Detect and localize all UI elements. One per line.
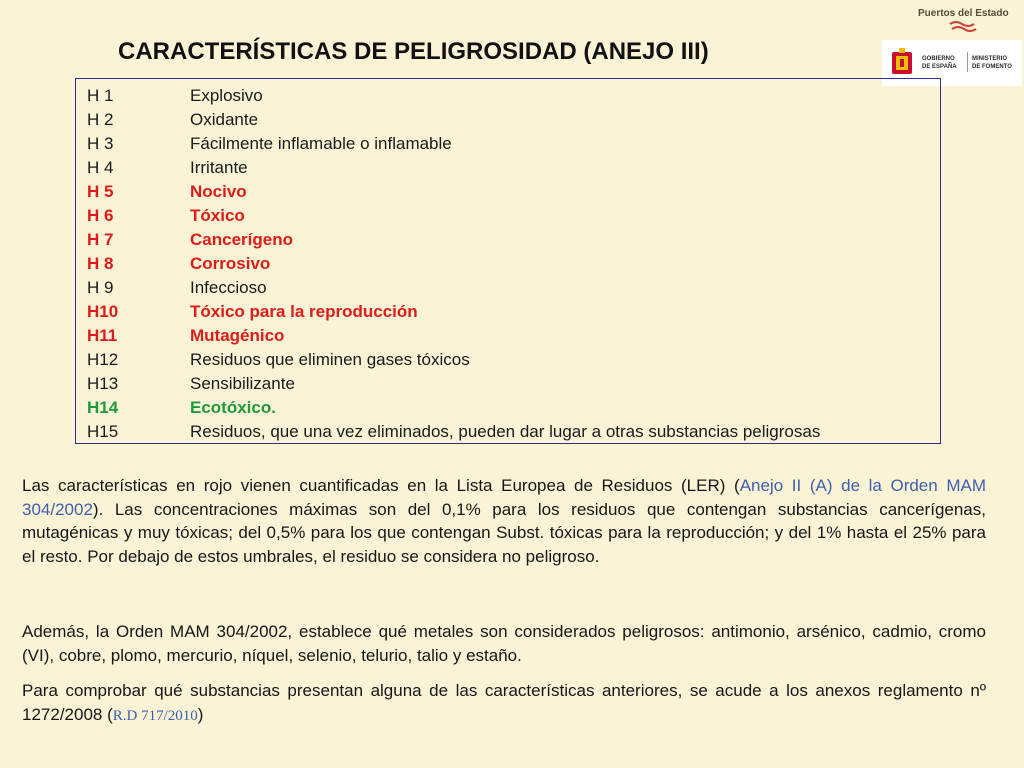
hazard-code: H 9 (87, 278, 114, 297)
hazard-desc: Corrosivo (190, 254, 271, 273)
paragraph-annex (22, 679, 986, 728)
spain-coat-of-arms-icon (890, 48, 914, 78)
hazard-desc: Residuos que eliminen gases tóxicos (190, 350, 470, 369)
hazard-code: H13 (87, 374, 119, 393)
hazard-desc: Sensibilizante (190, 374, 295, 393)
hazard-desc: Residuos, que una vez eliminados, pueden dar lugar a otras substancias peligrosas (190, 422, 821, 441)
p3-text: Para comprobar qué substancias presentan alguna de las características anteriores, se acude a los anexos reglamento nº 1272/2008 ( (22, 681, 986, 724)
hazard-code: H 8 (87, 254, 114, 273)
hazard-desc: Mutagénico (190, 326, 285, 345)
puertos-del-estado-logo (908, 6, 1018, 34)
hazard-desc: Irritante (190, 158, 248, 177)
p3-text-after: ) (197, 704, 204, 724)
p1-text-after: ). Las concentraciones máximas son del 0,1% para los residuos que contengan substancias cancerígenas, mutagénicas y muy tóxicas; del 0,5% para los que contengan Subst. tóxicas para la reproducción; y del 1% hasta el 25% para el resto. Por debajo de estos umbrales, el residuo se considera no peligroso. (22, 499, 986, 566)
hazard-code: H 6 (87, 206, 114, 225)
hazard-code: H11 (87, 326, 118, 345)
hazard-desc: Oxidante (190, 110, 259, 129)
ministry-line2: DE FOMENTO (972, 64, 1012, 70)
hazard-desc: Explosivo (190, 86, 263, 105)
hazard-desc: Fácilmente inflamable o inflamable (190, 134, 452, 153)
hazard-desc: Cancerígeno (190, 230, 293, 249)
hazard-code: H 5 (87, 182, 114, 201)
rd-link[interactable]: R.D 717/2010 (112, 707, 198, 724)
hazard-desc: Tóxico para la reproducción (190, 302, 418, 321)
gov-line2: DE ESPAÑA (922, 64, 957, 70)
hazard-desc: Ecotóxico. (190, 398, 276, 417)
hazard-code: H14 (87, 398, 119, 417)
hazard-code: H 7 (87, 230, 114, 249)
ministerio-label (972, 55, 1012, 71)
hazard-code: H 1 (87, 86, 114, 105)
page-title: CARACTERÍSTICAS DE PELIGROSIDAD (ANEJO III) (118, 38, 709, 65)
gov-line1: GOBIERNO (922, 56, 955, 62)
divider (967, 52, 968, 72)
hazard-code: H10 (87, 302, 119, 321)
hazard-desc: Tóxico (190, 206, 245, 225)
wave-icon (948, 20, 978, 32)
anejo-link[interactable]: Anejo II (A) de la Orden MAM 304/2002 (22, 476, 986, 519)
hazard-list-box (75, 78, 941, 444)
gobierno-label (922, 55, 957, 71)
hazard-desc: Infeccioso (190, 278, 267, 297)
hazard-code: H 2 (87, 110, 114, 129)
hazard-code: H12 (87, 350, 119, 369)
ministry-line1: MINISTERIO (972, 56, 1008, 62)
p1-text: Las características en rojo vienen cuantificadas en la Lista Europea de Residuos (LER) ( (22, 476, 740, 495)
hazard-desc: Nocivo (190, 182, 247, 201)
hazard-code: H 4 (87, 158, 114, 177)
paragraph-ler (22, 474, 986, 568)
paragraph-metals: Además, la Orden MAM 304/2002, establece qué metales son considerados peligrosos: antimonio, arsénico, cadmio, cromo (VI), cobre, plomo, mercurio, níquel, selenio, telurio, talio y estaño. (22, 622, 986, 665)
hazard-code: H 3 (87, 134, 114, 153)
hazard-code: H15 (87, 422, 119, 441)
puertos-logo-text: Puertos del Estado (918, 8, 1009, 19)
